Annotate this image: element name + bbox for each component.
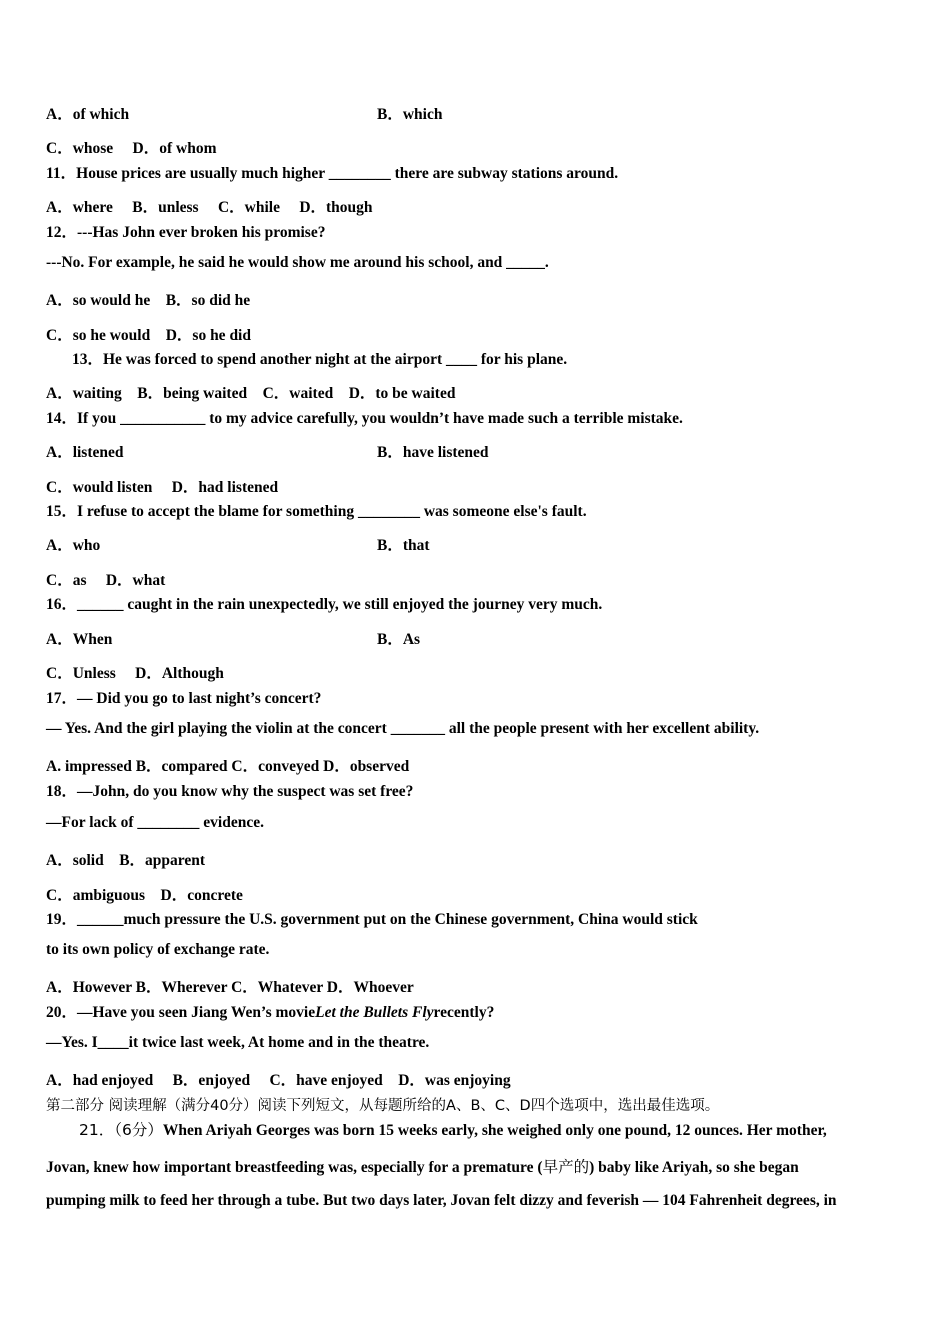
q17-options: A. impressed B．compared C．conveyed D．observed bbox=[46, 758, 410, 775]
q12-options-ab: A．so would he B．so did he bbox=[46, 292, 251, 309]
q18-options-ab: A．solid B．apparent bbox=[46, 852, 206, 869]
q16-option-a: A．When bbox=[46, 631, 113, 648]
q12-options-cd: C．so he would D．so he did bbox=[46, 327, 251, 344]
q16-option-b: B．As bbox=[377, 631, 421, 648]
q20-stem-post: recently? bbox=[433, 1004, 495, 1021]
q21-line2-post: ) baby like Ariyah, so she began bbox=[589, 1159, 799, 1176]
q21-line2-pre: Jovan, knew how important breastfeeding was, especially for a premature ( bbox=[46, 1159, 543, 1176]
q21-line2 bbox=[46, 1155, 799, 1177]
q19-stem: 19．______much pressure the U.S. government put on the Chinese government, China would stick bbox=[46, 911, 698, 928]
q10-option-b: B．which bbox=[377, 106, 443, 123]
q21-line3: pumping milk to feed her through a tube. But two days later, Jovan felt dizzy and feverish — 104 Fahrenheit degrees, in bbox=[46, 1192, 837, 1209]
q15-stem: 15．I refuse to accept the blame for something ________ was someone else's fault. bbox=[46, 503, 587, 520]
q15-options-cd: C．as D．what bbox=[46, 572, 166, 589]
q14-options-cd: C．would listen D．had listened bbox=[46, 479, 279, 496]
q11-stem: 11．House prices are usually much higher ________ there are subway stations around. bbox=[46, 165, 619, 182]
q10-options-cd: C．whose D．of whom bbox=[46, 140, 217, 157]
q13-options: A．waiting B．being waited C．waited D．to be waited bbox=[46, 385, 456, 402]
q19-options: A．However B．Wherever C．Whatever D．Whoever bbox=[46, 979, 414, 996]
q21-line1 bbox=[79, 1118, 827, 1140]
q15-option-b: B．that bbox=[377, 537, 430, 554]
q21-line1-text: When Ariyah Georges was born 15 weeks early, she weighed only one pound, 12 ounces. Her mother, bbox=[162, 1122, 827, 1139]
q18-stem: 18．—John, do you know why the suspect was set free? bbox=[46, 783, 414, 800]
q10-option-a: A．of which bbox=[46, 106, 130, 123]
q17-stem: 17．— Did you go to last night’s concert? bbox=[46, 690, 322, 707]
q16-options-cd: C．Unless D．Although bbox=[46, 665, 224, 682]
q18-line2: —For lack of ________ evidence. bbox=[46, 814, 264, 831]
q12-stem: 12．---Has John ever broken his promise? bbox=[46, 224, 326, 241]
q20-stem bbox=[46, 1000, 494, 1022]
q12-line2: ---No. For example, he said he would show me around his school, and _____. bbox=[46, 254, 549, 271]
q17-line2: — Yes. And the girl playing the violin at the concert _______ all the people present with her excellent ability. bbox=[46, 720, 760, 737]
q13-stem: 13．He was forced to spend another night at the airport ____ for his plane. bbox=[72, 351, 568, 368]
q20-movie-title: Let the Bullets Fly bbox=[315, 1004, 434, 1021]
q16-stem: 16．______ caught in the rain unexpectedly, we still enjoyed the journey very much. bbox=[46, 596, 603, 613]
section2-heading: 第二部分 阅读理解（满分40分）阅读下列短文，从每题所给的A、B、C、D四个选项中，选出最佳选项。 bbox=[46, 1098, 720, 1114]
q21-number: 21．（6分） bbox=[79, 1121, 163, 1139]
q14-option-b: B．have listened bbox=[377, 444, 489, 461]
q18-options-cd: C．ambiguous D．concrete bbox=[46, 887, 243, 904]
q21-line2-chinese: 早产的 bbox=[542, 1158, 590, 1176]
q20-line2: —Yes. I____it twice last week, At home and in the theatre. bbox=[46, 1034, 430, 1051]
q14-stem: 14．If you ___________ to my advice carefully, you wouldn’t have made such a terrible mistake. bbox=[46, 410, 683, 427]
q20-options: A．had enjoyed B．enjoyed C．have enjoyed D．was enjoying bbox=[46, 1072, 511, 1089]
q15-option-a: A．who bbox=[46, 537, 101, 554]
q14-option-a: A．listened bbox=[46, 444, 124, 461]
q19-line2: to its own policy of exchange rate. bbox=[46, 941, 270, 958]
q20-stem-pre: 20．—Have you seen Jiang Wen’s movie bbox=[46, 1004, 316, 1021]
q11-options: A．where B．unless C．while D．though bbox=[46, 199, 373, 216]
